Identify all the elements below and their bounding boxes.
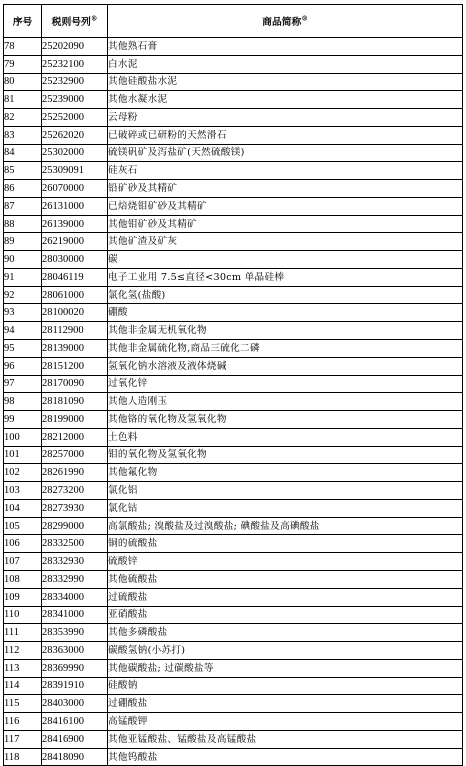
table-row bbox=[4, 91, 463, 109]
header-name-label: 商品简称 bbox=[262, 17, 302, 28]
header-seq bbox=[4, 5, 42, 38]
tariff-code-cell: 28418090 bbox=[42, 748, 108, 766]
tariff-code-cell: 28151200 bbox=[42, 357, 108, 375]
product-name-cell: 其他熟石膏 bbox=[108, 38, 463, 56]
seq-cell: 87 bbox=[4, 197, 42, 215]
table-row bbox=[4, 446, 463, 464]
table-row bbox=[4, 268, 463, 286]
product-name-cell: 其他碳酸盐; 过碳酸盐等 bbox=[108, 659, 463, 677]
seq-cell: 93 bbox=[4, 304, 42, 322]
tariff-code-cell: 28061000 bbox=[42, 286, 108, 304]
product-name-cell: 碳 bbox=[108, 251, 463, 269]
table-row bbox=[4, 55, 463, 73]
seq-cell: 99 bbox=[4, 411, 42, 429]
table-row bbox=[4, 713, 463, 731]
table-row bbox=[4, 322, 463, 340]
table-row bbox=[4, 659, 463, 677]
table-row bbox=[4, 499, 463, 517]
product-name-cell: 过硼酸盐 bbox=[108, 695, 463, 713]
product-name-cell: 其他人造刚玉 bbox=[108, 393, 463, 411]
product-name-cell: 云母粉 bbox=[108, 109, 463, 127]
tariff-code-cell: 28332930 bbox=[42, 553, 108, 571]
tariff-code-cell: 28030000 bbox=[42, 251, 108, 269]
table-row bbox=[4, 286, 463, 304]
seq-cell: 88 bbox=[4, 215, 42, 233]
product-name-cell: 其他钨酸盐 bbox=[108, 748, 463, 766]
tariff-code-cell: 26139000 bbox=[42, 215, 108, 233]
table-row bbox=[4, 748, 463, 766]
tariff-code-cell: 25202090 bbox=[42, 38, 108, 56]
table-row bbox=[4, 375, 463, 393]
table-row bbox=[4, 162, 463, 180]
seq-cell: 83 bbox=[4, 126, 42, 144]
product-name-cell: 硼酸 bbox=[108, 304, 463, 322]
table-row bbox=[4, 677, 463, 695]
product-name-cell: 其他水凝水泥 bbox=[108, 91, 463, 109]
product-name-cell: 碳酸氢钠(小苏打) bbox=[108, 642, 463, 660]
tariff-code-cell: 28139000 bbox=[42, 340, 108, 358]
product-name-cell: 氯化钴 bbox=[108, 499, 463, 517]
product-name-cell: 硫镁矾矿及泻盐矿(天然硫酸镁) bbox=[108, 144, 463, 162]
product-name-cell: 氯化氢(盐酸) bbox=[108, 286, 463, 304]
header-name-footnote-mark: ® bbox=[301, 14, 308, 23]
tariff-code-cell: 28332990 bbox=[42, 570, 108, 588]
product-name-cell: 氯化铝 bbox=[108, 482, 463, 500]
tariff-code-cell: 28257000 bbox=[42, 446, 108, 464]
seq-cell: 98 bbox=[4, 393, 42, 411]
seq-cell: 107 bbox=[4, 553, 42, 571]
product-name-cell: 土色料 bbox=[108, 428, 463, 446]
seq-cell: 89 bbox=[4, 233, 42, 251]
seq-cell: 82 bbox=[4, 109, 42, 127]
product-name-cell: 其他矿渣及矿灰 bbox=[108, 233, 463, 251]
product-name-cell: 过硫酸盐 bbox=[108, 588, 463, 606]
tariff-code-cell: 28363000 bbox=[42, 642, 108, 660]
seq-cell: 90 bbox=[4, 251, 42, 269]
tariff-table bbox=[3, 4, 463, 766]
table-row bbox=[4, 73, 463, 91]
table-row bbox=[4, 464, 463, 482]
header-name bbox=[108, 5, 463, 38]
table-row bbox=[4, 357, 463, 375]
tariff-code-cell: 28261990 bbox=[42, 464, 108, 482]
product-name-cell: 硅酸钠 bbox=[108, 677, 463, 695]
seq-cell: 111 bbox=[4, 624, 42, 642]
seq-cell: 108 bbox=[4, 570, 42, 588]
seq-cell: 104 bbox=[4, 499, 42, 517]
tariff-code-cell: 26131000 bbox=[42, 197, 108, 215]
seq-cell: 116 bbox=[4, 713, 42, 731]
product-name-cell: 其他氟化物 bbox=[108, 464, 463, 482]
product-name-cell: 白水泥 bbox=[108, 55, 463, 73]
seq-cell: 86 bbox=[4, 180, 42, 198]
table-header bbox=[4, 5, 463, 38]
tariff-code-cell: 25232100 bbox=[42, 55, 108, 73]
tariff-code-cell: 25252000 bbox=[42, 109, 108, 127]
table-row bbox=[4, 340, 463, 358]
table-row bbox=[4, 304, 463, 322]
seq-cell: 97 bbox=[4, 375, 42, 393]
table-body bbox=[4, 38, 463, 766]
table-row bbox=[4, 482, 463, 500]
header-row bbox=[4, 5, 463, 38]
seq-cell: 102 bbox=[4, 464, 42, 482]
seq-cell: 92 bbox=[4, 286, 42, 304]
seq-cell: 79 bbox=[4, 55, 42, 73]
tariff-code-cell: 28299000 bbox=[42, 517, 108, 535]
seq-cell: 78 bbox=[4, 38, 42, 56]
tariff-code-cell: 28369990 bbox=[42, 659, 108, 677]
product-name-cell: 其他硫酸盐 bbox=[108, 570, 463, 588]
product-name-cell: 其他多磷酸盐 bbox=[108, 624, 463, 642]
tariff-code-cell: 28212000 bbox=[42, 428, 108, 446]
product-name-cell: 其他非金属无机氧化物 bbox=[108, 322, 463, 340]
tariff-code-cell: 28170090 bbox=[42, 375, 108, 393]
tariff-code-cell: 25232900 bbox=[42, 73, 108, 91]
product-name-cell: 钼的氧化物及氢氧化物 bbox=[108, 446, 463, 464]
document-page bbox=[3, 4, 463, 766]
seq-cell: 85 bbox=[4, 162, 42, 180]
seq-cell: 117 bbox=[4, 730, 42, 748]
table-row bbox=[4, 535, 463, 553]
table-row bbox=[4, 730, 463, 748]
product-name-cell: 其他硅酸盐水泥 bbox=[108, 73, 463, 91]
table-row bbox=[4, 517, 463, 535]
seq-cell: 114 bbox=[4, 677, 42, 695]
seq-cell: 94 bbox=[4, 322, 42, 340]
seq-cell: 112 bbox=[4, 642, 42, 660]
table-row bbox=[4, 428, 463, 446]
table-row bbox=[4, 695, 463, 713]
table-row bbox=[4, 393, 463, 411]
seq-cell: 105 bbox=[4, 517, 42, 535]
seq-cell: 113 bbox=[4, 659, 42, 677]
seq-cell: 110 bbox=[4, 606, 42, 624]
product-name-cell: 铅矿砂及其精矿 bbox=[108, 180, 463, 198]
table-row bbox=[4, 197, 463, 215]
product-name-cell: 硅灰石 bbox=[108, 162, 463, 180]
tariff-code-cell: 26219000 bbox=[42, 233, 108, 251]
header-code-label: 税则号列 bbox=[51, 17, 91, 28]
tariff-code-cell: 28353990 bbox=[42, 624, 108, 642]
product-name-cell: 氢氧化钠水溶液及液体烧碱 bbox=[108, 357, 463, 375]
table-row bbox=[4, 553, 463, 571]
tariff-code-cell: 25239000 bbox=[42, 91, 108, 109]
table-row bbox=[4, 570, 463, 588]
product-name-cell: 其他亚锰酸盐、锰酸盐及高锰酸盐 bbox=[108, 730, 463, 748]
tariff-code-cell: 28273200 bbox=[42, 482, 108, 500]
tariff-code-cell: 28181090 bbox=[42, 393, 108, 411]
tariff-code-cell: 25302000 bbox=[42, 144, 108, 162]
seq-cell: 109 bbox=[4, 588, 42, 606]
table-row bbox=[4, 109, 463, 127]
seq-cell: 80 bbox=[4, 73, 42, 91]
product-name-cell: 电子工业用 7.5≤直径<30cm 单晶硅棒 bbox=[108, 268, 463, 286]
seq-cell: 106 bbox=[4, 535, 42, 553]
product-name-cell: 已破碎或已研粉的天然滑石 bbox=[108, 126, 463, 144]
tariff-code-cell: 28273930 bbox=[42, 499, 108, 517]
product-name-cell: 其他钼矿砂及其精矿 bbox=[108, 215, 463, 233]
tariff-code-cell: 28334000 bbox=[42, 588, 108, 606]
table-row bbox=[4, 624, 463, 642]
tariff-code-cell: 28112900 bbox=[42, 322, 108, 340]
seq-cell: 84 bbox=[4, 144, 42, 162]
product-name-cell: 已焙烧钼矿砂及其精矿 bbox=[108, 197, 463, 215]
tariff-code-cell: 26070000 bbox=[42, 180, 108, 198]
tariff-code-cell: 28416900 bbox=[42, 730, 108, 748]
table-row bbox=[4, 38, 463, 56]
product-name-cell: 硫酸锌 bbox=[108, 553, 463, 571]
table-row bbox=[4, 126, 463, 144]
table-row bbox=[4, 251, 463, 269]
product-name-cell: 其他铬的氧化物及氢氧化物 bbox=[108, 411, 463, 429]
product-name-cell: 高氯酸盐; 溴酸盐及过溴酸盐; 碘酸盐及高碘酸盐 bbox=[108, 517, 463, 535]
seq-cell: 100 bbox=[4, 428, 42, 446]
seq-cell: 81 bbox=[4, 91, 42, 109]
tariff-code-cell: 28391910 bbox=[42, 677, 108, 695]
header-code bbox=[42, 5, 108, 38]
seq-cell: 115 bbox=[4, 695, 42, 713]
tariff-code-cell: 28100020 bbox=[42, 304, 108, 322]
table-row bbox=[4, 215, 463, 233]
product-name-cell: 亚硝酸盐 bbox=[108, 606, 463, 624]
tariff-code-cell: 25309091 bbox=[42, 162, 108, 180]
tariff-code-cell: 28199000 bbox=[42, 411, 108, 429]
table-row bbox=[4, 606, 463, 624]
table-row bbox=[4, 642, 463, 660]
product-name-cell: 铜的硫酸盐 bbox=[108, 535, 463, 553]
seq-cell: 101 bbox=[4, 446, 42, 464]
header-code-footnote-mark: ® bbox=[90, 14, 98, 23]
tariff-code-cell: 28332500 bbox=[42, 535, 108, 553]
seq-cell: 91 bbox=[4, 268, 42, 286]
tariff-code-cell: 28403000 bbox=[42, 695, 108, 713]
tariff-code-cell: 28046119 bbox=[42, 268, 108, 286]
table-row bbox=[4, 144, 463, 162]
table-row bbox=[4, 588, 463, 606]
tariff-code-cell: 28341000 bbox=[42, 606, 108, 624]
product-name-cell: 高锰酸钾 bbox=[108, 713, 463, 731]
seq-cell: 95 bbox=[4, 340, 42, 358]
table-row bbox=[4, 233, 463, 251]
seq-cell: 118 bbox=[4, 748, 42, 766]
product-name-cell: 过氧化锌 bbox=[108, 375, 463, 393]
table-row bbox=[4, 411, 463, 429]
table-row bbox=[4, 180, 463, 198]
product-name-cell: 其他非金属硫化物,商品三硫化二磷 bbox=[108, 340, 463, 358]
tariff-code-cell: 25262020 bbox=[42, 126, 108, 144]
tariff-code-cell: 28416100 bbox=[42, 713, 108, 731]
seq-cell: 96 bbox=[4, 357, 42, 375]
seq-cell: 103 bbox=[4, 482, 42, 500]
header-seq-label: 序号 bbox=[12, 17, 33, 28]
